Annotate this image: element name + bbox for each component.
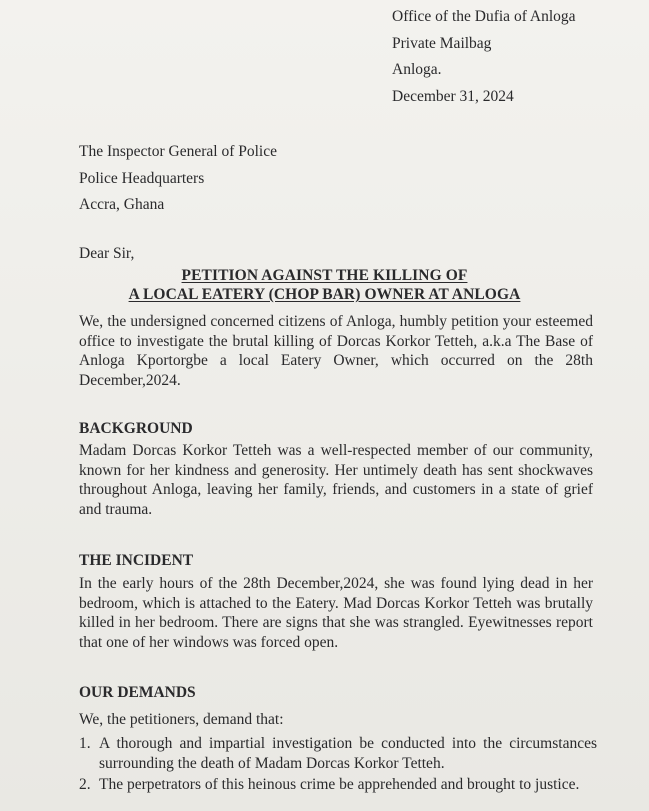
petition-title <box>0 266 649 304</box>
petition-title-line-2: A LOCAL EATERY (CHOP BAR) OWNER AT ANLOGA <box>128 286 521 303</box>
list-item-number: 2. <box>79 776 91 793</box>
sender-mailbag: Private Mailbag <box>392 34 492 52</box>
sender-office: Office of the Dufia of Anloga <box>392 8 576 25</box>
sender-town: Anloga. <box>392 61 442 78</box>
sender-address <box>392 4 576 110</box>
recipient-line-2: Police Headquarters <box>79 169 205 187</box>
letter-date: December 31, 2024 <box>392 87 514 105</box>
salutation: Dear Sir, <box>79 245 135 262</box>
list-item-text: The perpetrators of this heinous crime be apprehended and brought to justice. <box>99 776 580 793</box>
incident-paragraph: In the early hours of the 28th December,2024, she was found lying dead in her bedroom, which is attached to the Eatery. Mad Dorcas Korkor Tetteh was brutally killed in her bedroom. There are signs that she was strangled. Eyewitnesses report that one of her windows was forced open. <box>79 575 593 651</box>
petition-title-line-1: PETITION AGAINST THE KILLING OF <box>181 267 468 284</box>
background-paragraph: Madam Dorcas Korkor Tetteh was a well-respected member of our community, known for her kindness and generosity. Her untimely death has sent shockwaves throughout Anloga, leaving her family, friends, and customers in a state of grief and trauma. <box>79 442 593 518</box>
demands-list <box>79 734 597 797</box>
background-heading: BACKGROUND <box>79 420 193 437</box>
recipient-line-1: The Inspector General of Police <box>79 143 277 160</box>
incident-heading: THE INCIDENT <box>79 552 194 569</box>
demands-heading: OUR DEMANDS <box>79 684 196 701</box>
demands-intro: We, the petitioners, demand that: <box>79 711 284 728</box>
list-item <box>79 775 597 795</box>
recipient-address <box>79 139 277 219</box>
recipient-line-3: Accra, Ghana <box>79 196 165 213</box>
list-item <box>79 734 597 773</box>
intro-paragraph: We, the undersigned concerned citizens of Anloga, humbly petition your esteemed office to investigate the brutal killing of Dorcas Korkor Tetteh, a.k.a The Base of Anloga Kportorgbe a local Eatery Owner, which occurred on the 28th December,2024. <box>79 313 593 389</box>
list-item-text: A thorough and impartial investigation be conducted into the circumstances surrounding the death of Madam Dorcas Korkor Tetteh. <box>99 735 597 772</box>
list-item-number: 1. <box>79 735 91 752</box>
